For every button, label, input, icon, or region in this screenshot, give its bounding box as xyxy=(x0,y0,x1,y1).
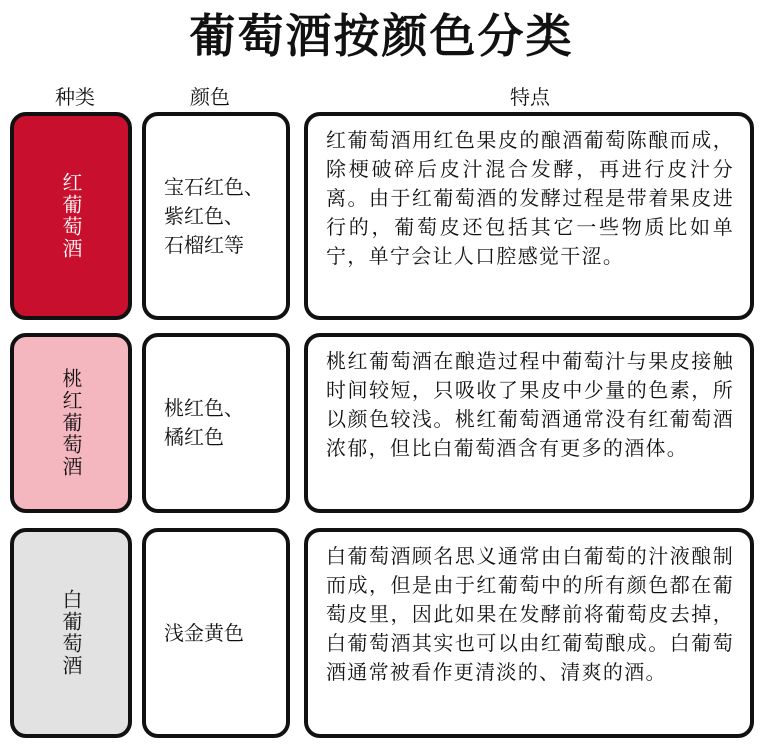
type-cell-white xyxy=(10,528,132,738)
type-cell-rose xyxy=(10,333,132,513)
color-label: 浅金黄色 xyxy=(164,620,244,645)
type-label: 桃红葡萄酒 xyxy=(59,368,83,478)
header-features: 特点 xyxy=(510,85,550,109)
features-text: 桃红葡萄酒在酿造过程中葡萄汁与果皮接触时间较短，只吸收了果皮中少量的色素，所以颜色较浅。桃红葡萄酒通常没有红葡萄酒浓郁，但比白葡萄酒含有更多的酒体。 xyxy=(326,349,734,460)
color-cell-rose xyxy=(142,333,290,513)
features-cell-rose xyxy=(304,333,754,513)
color-cell-white xyxy=(142,528,290,738)
features-cell-white xyxy=(304,528,754,738)
type-label: 白葡萄酒 xyxy=(59,589,83,677)
features-text: 红葡萄酒用红色果皮的酿酒葡萄陈酿而成，除梗破碎后皮汁混合发酵，再进行皮汁分离。由于红葡萄酒的发酵过程是带着果皮进行的，葡萄皮还包括其它一些物质比如单宁，单宁会让人口腔感觉干涩。 xyxy=(326,128,734,268)
color-label: 宝石红色、 紫红色、 石榴红等 xyxy=(164,174,264,257)
type-cell-red xyxy=(10,112,132,320)
features-cell-red xyxy=(304,112,754,320)
type-label: 红葡萄酒 xyxy=(59,172,83,260)
header-type: 种类 xyxy=(55,85,95,109)
features-text: 白葡萄酒顾名思义通常由白葡萄的汁液酿制而成，但是由于红葡萄中的所有颜色都在葡萄皮里，因此如果在发酵前将葡萄皮去掉，白葡萄酒其实也可以由红葡萄酿成。白葡萄酒通常被看作更清淡的、清爽的酒。 xyxy=(326,544,734,684)
color-label: 桃红色、 橘红色 xyxy=(164,396,244,449)
header-color: 颜色 xyxy=(190,85,230,109)
page-title: 葡萄酒按颜色分类 xyxy=(189,9,574,63)
color-cell-red xyxy=(142,112,290,320)
